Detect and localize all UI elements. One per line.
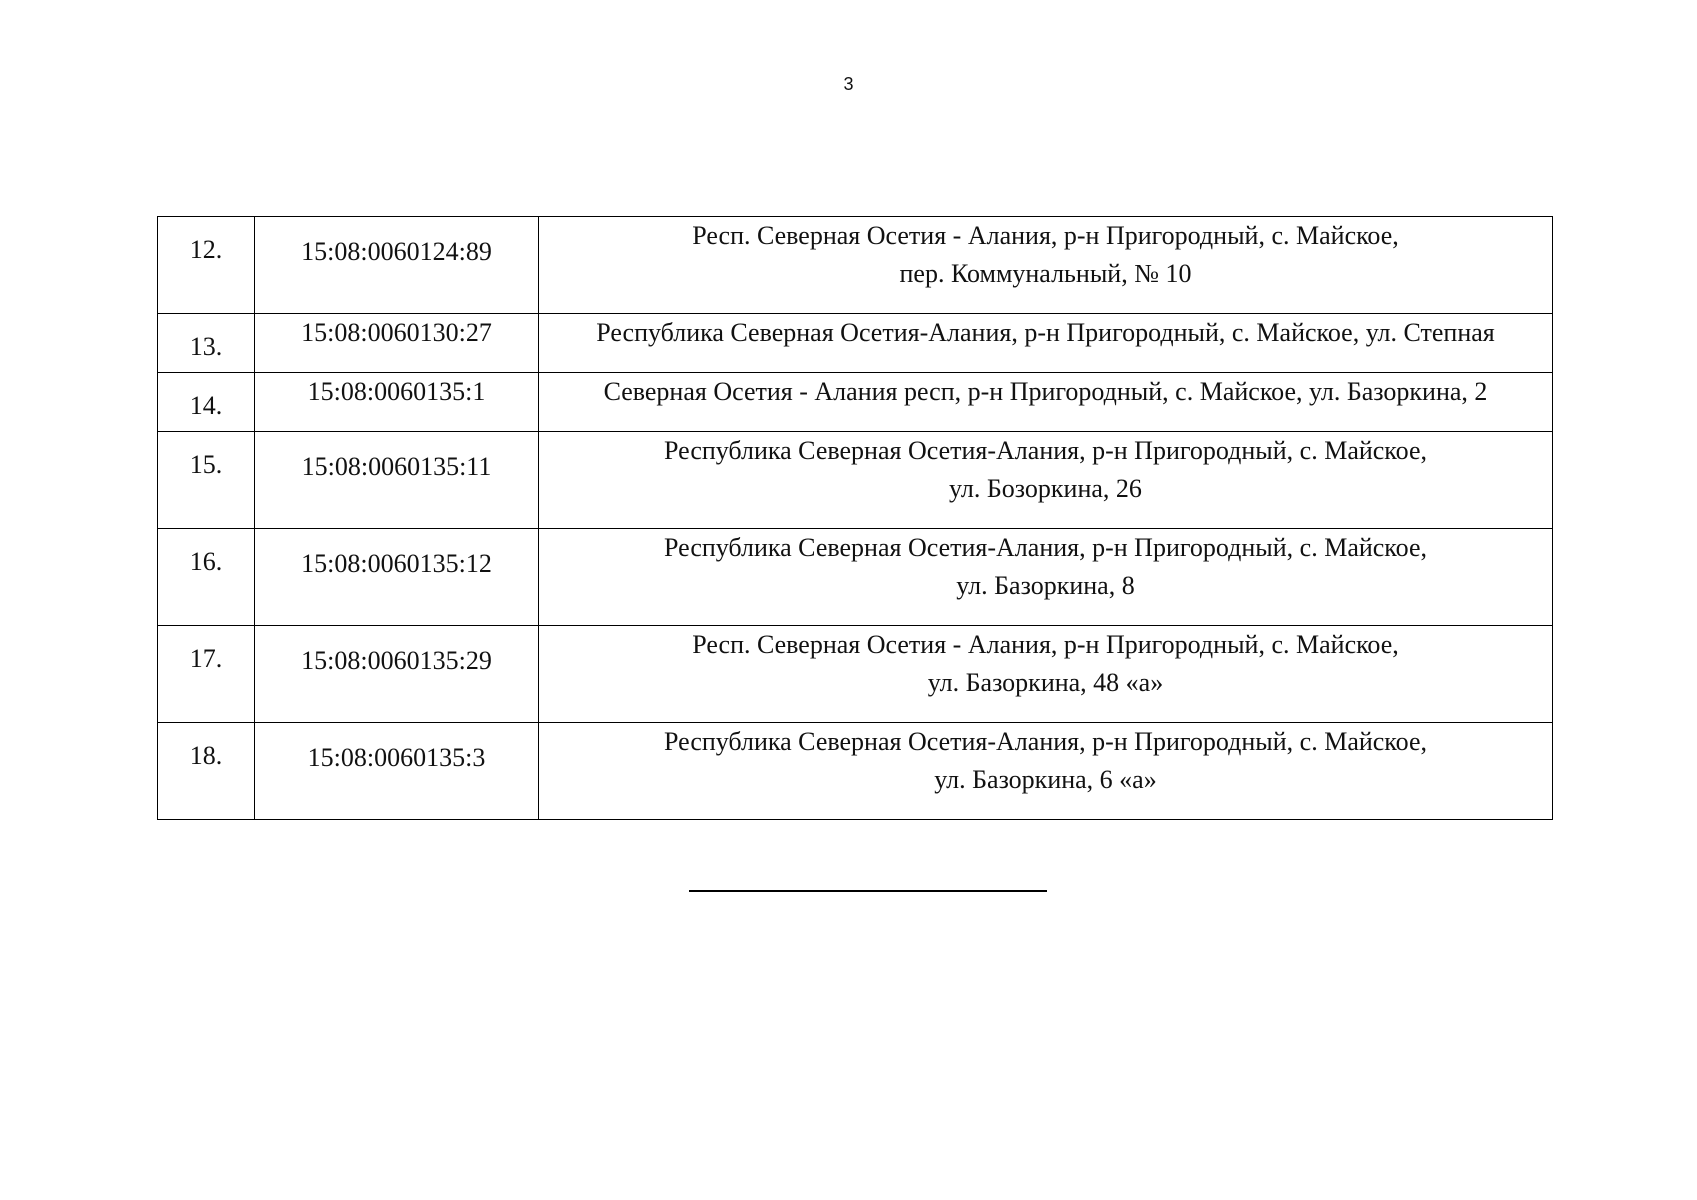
row-number: 12. <box>189 235 223 264</box>
cadastral-number-cell <box>255 217 539 314</box>
address-cell <box>539 723 1553 820</box>
table-row <box>158 529 1553 626</box>
cadastral-number-cell <box>255 723 539 820</box>
row-number-cell <box>158 432 255 529</box>
address-cell <box>539 314 1553 373</box>
address-line-1: Северная Осетия - Алания респ, р-н Пригородный, с. Майское, ул. Базоркина, 2 <box>603 377 1488 406</box>
address-cell <box>539 217 1553 314</box>
address-line-2: ул. Базоркина, 6 «а» <box>934 765 1157 794</box>
cadastral-number: 15:08:0060135:1 <box>307 377 486 406</box>
table-row <box>158 723 1553 820</box>
row-number-cell <box>158 373 255 432</box>
cadastral-number-cell <box>255 373 539 432</box>
cadastral-number: 15:08:0060130:27 <box>301 318 492 347</box>
row-number: 18. <box>189 741 223 770</box>
row-number: 14. <box>189 391 223 420</box>
address-cell <box>539 432 1553 529</box>
address-line-1: Республика Северная Осетия-Алания, р-н Пригородный, с. Майское, <box>664 533 1427 562</box>
cadastral-number-cell <box>255 432 539 529</box>
cadastral-number: 15:08:0060135:12 <box>301 549 492 578</box>
address-line-1: Республика Северная Осетия-Алания, р-н Пригородный, с. Майское, <box>664 436 1427 465</box>
address-line-2: ул. Базоркина, 8 <box>956 571 1135 600</box>
cadastral-number: 15:08:0060135:29 <box>301 646 492 675</box>
row-number-cell <box>158 529 255 626</box>
address-line-1: Респ. Северная Осетия - Алания, р-н Пригородный, с. Майское, <box>692 221 1399 250</box>
address-line-2: пер. Коммунальный, № 10 <box>899 259 1192 288</box>
land-parcel-table <box>157 216 1553 820</box>
address-line-1: Респ. Северная Осетия - Алания, р-н Пригородный, с. Майское, <box>692 630 1399 659</box>
address-cell <box>539 373 1553 432</box>
cadastral-number-cell <box>255 529 539 626</box>
cadastral-number: 15:08:0060135:11 <box>301 452 492 481</box>
address-line-1: Республика Северная Осетия-Алания, р-н Пригородный, с. Майское, <box>664 727 1427 756</box>
row-number: 15. <box>189 450 223 479</box>
row-number-cell <box>158 314 255 373</box>
row-number-cell <box>158 626 255 723</box>
page-number: 3 <box>843 74 854 94</box>
table-row <box>158 432 1553 529</box>
address-line-2: ул. Бозоркина, 26 <box>949 474 1142 503</box>
table-row <box>158 314 1553 373</box>
row-number-cell <box>158 217 255 314</box>
table-row <box>158 373 1553 432</box>
address-cell <box>539 529 1553 626</box>
end-of-document-rule <box>689 890 1047 892</box>
row-number: 13. <box>189 332 223 361</box>
cadastral-number: 15:08:0060135:3 <box>307 743 486 772</box>
address-line-1: Республика Северная Осетия-Алания, р-н Пригородный, с. Майское, ул. Степная <box>596 318 1495 347</box>
cadastral-number-cell <box>255 314 539 373</box>
cadastral-number: 15:08:0060124:89 <box>301 237 492 266</box>
address-cell <box>539 626 1553 723</box>
table-row <box>158 626 1553 723</box>
row-number: 16. <box>189 547 223 576</box>
address-line-2: ул. Базоркина, 48 «а» <box>927 668 1164 697</box>
row-number: 17. <box>189 644 223 673</box>
cadastral-number-cell <box>255 626 539 723</box>
row-number-cell <box>158 723 255 820</box>
table-row <box>158 217 1553 314</box>
